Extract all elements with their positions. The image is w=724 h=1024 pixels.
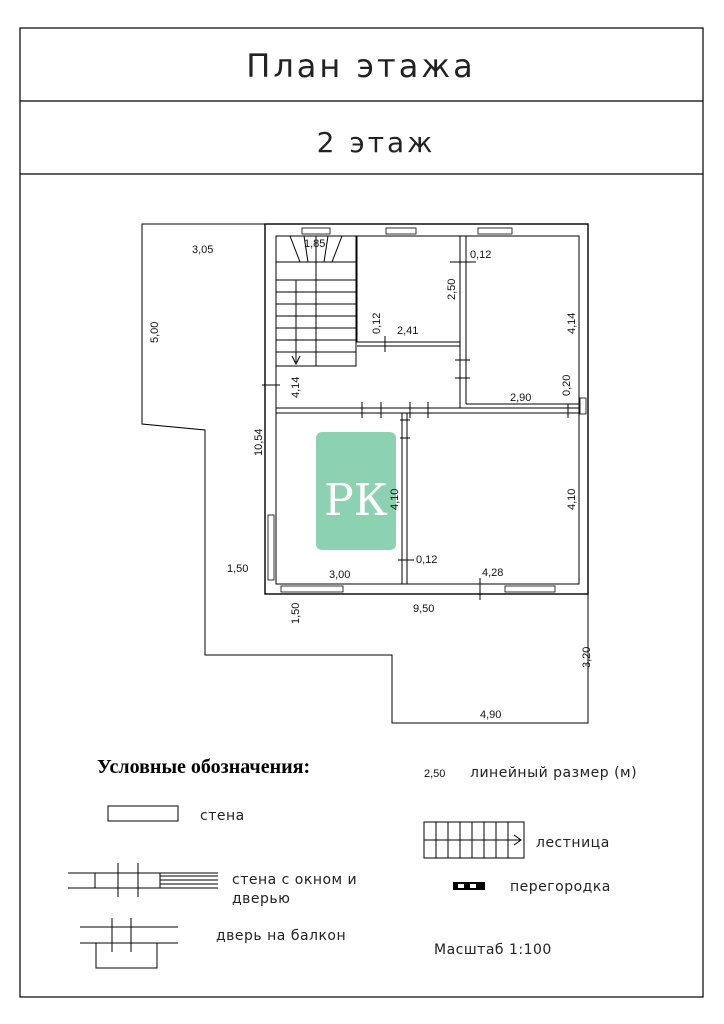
legend-window-door-label-2: дверью <box>232 891 291 907</box>
window <box>505 586 555 592</box>
left-window <box>268 515 274 580</box>
dim-1054: 10,54 <box>253 428 265 456</box>
dim-012-bottom: 0,12 <box>416 554 438 566</box>
staircase <box>276 236 356 366</box>
legend-wall-symbol <box>108 806 178 821</box>
legend-stairs-label: лестница <box>536 835 610 851</box>
dim-320: 3,20 <box>581 646 593 668</box>
window <box>478 228 512 234</box>
legend-balcony-door-symbol <box>80 918 178 968</box>
dim-300: 3,00 <box>329 569 351 581</box>
legend-wall-label: стена <box>200 808 245 824</box>
page-title: План этажа <box>246 47 476 85</box>
dim-414-left: 4,14 <box>290 376 302 398</box>
dim-020: 0,20 <box>561 374 573 396</box>
dim-241: 2,41 <box>397 325 419 337</box>
watermark-logo <box>316 432 396 550</box>
dim-414-right: 4,14 <box>566 312 578 334</box>
right-window <box>580 398 586 414</box>
legend-linear-label: линейный размер (м) <box>470 765 638 781</box>
legend-window-door-symbol <box>68 863 218 897</box>
dim-012-top: 0,12 <box>470 249 492 261</box>
legend-heading: Условные обозначения: <box>97 756 311 778</box>
window <box>281 586 343 592</box>
dim-150-bottom: 1,50 <box>290 602 302 624</box>
dim-012-mid: 0,12 <box>371 312 383 334</box>
dim-250: 2,50 <box>446 278 458 300</box>
window <box>302 228 330 234</box>
dimension-markers <box>385 262 568 560</box>
legend-partition-label: перегородка <box>510 879 611 895</box>
legend-window-door-label-1: стена с окном и <box>232 872 358 888</box>
dim-290: 2,90 <box>510 392 532 404</box>
dim-150-left: 1,50 <box>227 563 249 575</box>
top-windows <box>302 228 512 234</box>
legend-partition-symbol <box>453 882 485 890</box>
window <box>386 228 416 234</box>
legend-scale: Масштаб 1:100 <box>434 942 552 958</box>
dim-428: 4,28 <box>482 567 504 579</box>
floor-subtitle: 2 этаж <box>316 126 436 159</box>
dim-950: 9,50 <box>413 603 435 615</box>
dim-500: 5,00 <box>149 321 161 343</box>
legend-balcony-door-label: дверь на балкон <box>216 928 347 944</box>
dim-410-right: 4,10 <box>566 488 578 510</box>
dim-410-mid: 4,10 <box>389 488 401 510</box>
dim-305: 3,05 <box>192 244 214 256</box>
dim-490: 4,90 <box>480 709 502 721</box>
legend-stairs-symbol <box>424 822 524 858</box>
bottom-windows <box>281 586 555 592</box>
watermark-letters: РК <box>324 475 388 526</box>
dim-185: 1,85 <box>304 238 326 250</box>
legend-linear-value: 2,50 <box>424 768 446 780</box>
